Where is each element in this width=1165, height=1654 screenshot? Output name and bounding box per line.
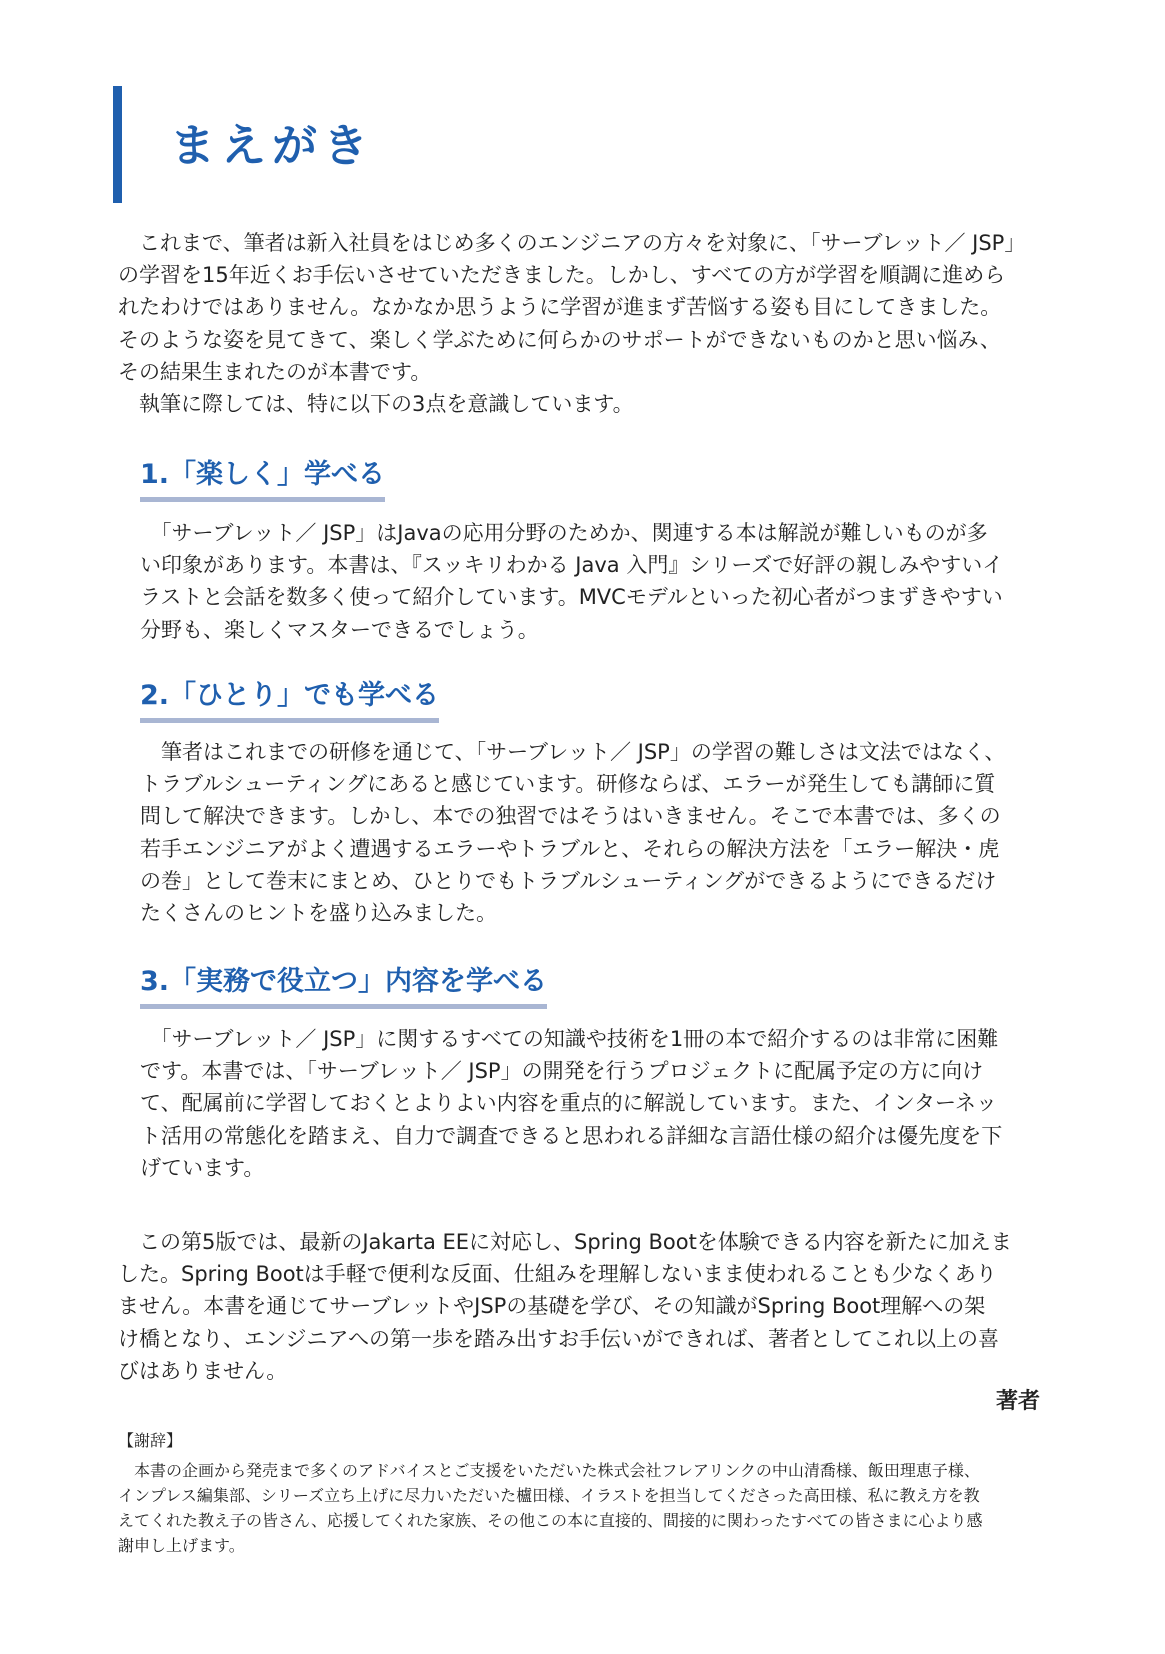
closing-line: この第5版では、最新のJakarta EEに対応し、Spring Bootを体験できる内容を新たに加えま xyxy=(118,1230,1012,1254)
title-accent-bar xyxy=(113,86,122,203)
section-3-line: げています。 xyxy=(140,1155,265,1180)
section-2-line: トラブルシューティングにあると感じています。研修ならば、エラーが発生しても講師に質 xyxy=(140,772,996,797)
section-3-body xyxy=(140,1023,1002,1184)
section-3-line: 「サーブレット／ JSP」に関するすべての知識や技術を1冊の本で紹介するのは非常に困難 xyxy=(140,1027,999,1051)
section-3-line: です。本書では、「サーブレット／ JSP」の開発を行うプロジェクトに配属予定の方に向け xyxy=(140,1059,984,1084)
intro-line: これまで、筆者は新入社員をはじめ多くのエンジニアの方々を対象に、「サーブレット／ JSP」 xyxy=(118,231,1026,255)
acknowledgment-line: 謝申し上げます。 xyxy=(118,1536,245,1555)
section-1-body xyxy=(140,517,1003,646)
acknowledgment-line: 本書の企画から発売まで多くのアドバイスとご支援をいただいた株式会社フレアリンクの中山清喬様、飯田理恵子様、 xyxy=(118,1461,980,1480)
intro-line: れたわけではありません。なかなか思うように学習が進まず苦悩する姿も目にしてきました。 xyxy=(118,295,1002,320)
closing-line: した。Spring Bootは手軽で便利な反面、仕組みを理解しないまま使われることも少なくあり xyxy=(118,1262,997,1287)
acknowledgment-heading: 【謝辞】 xyxy=(118,1431,183,1450)
section-2-line: 問して解決できます。しかし、本での独習ではそうはいきません。そこで本書では、多くの xyxy=(140,804,1001,829)
closing-line: びはありません。 xyxy=(118,1358,288,1383)
intro-paragraph xyxy=(118,227,1025,420)
acknowledgment-body xyxy=(118,1458,982,1558)
intro-line: の学習を15年近くお手伝いさせていただきました。しかし、すべての方が学習を順調に進めら xyxy=(118,263,1006,288)
section-3-line: て、配属前に学習しておくとよりよい内容を重点的に解説しています。また、インターネッ xyxy=(140,1091,998,1116)
intro-line: その結果生まれたのが本書です。 xyxy=(118,359,432,384)
section-1-line: ラストと会話を数多く使って紹介しています。MVCモデルといった初心者がつまずきやすい xyxy=(140,585,1003,610)
section-2-body xyxy=(140,736,1005,929)
closing-line: け橋となり、エンジニアへの第一歩を踏み出すお手伝いができれば、著者としてこれ以上の喜 xyxy=(118,1326,1000,1351)
acknowledgment-line: えてくれた教え子の皆さん、応援してくれた家族、その他この本に直接的、間接的に関わったすべての皆さまに心より感 xyxy=(118,1511,983,1530)
closing-line: ません。本書を通じてサーブレットやJSPの基礎を学び、その知識がSpring Boot理解への架 xyxy=(118,1294,986,1319)
section-3-heading: 3.「実務で役立つ」内容を学べる xyxy=(140,962,547,1009)
author-signature: 著者 xyxy=(995,1389,1040,1414)
section-1-line: 分野も、楽しくマスターできるでしょう。 xyxy=(140,617,539,642)
closing-paragraph xyxy=(118,1226,1012,1387)
section-3-line: ト活用の常態化を踏まえ、自力で調査できると思われる詳細な言語仕様の紹介は優先度を下 xyxy=(140,1123,1003,1148)
section-1-line: い印象があります。本書は、『スッキリわかる Java 入門』シリーズで好評の親しみやすいイ xyxy=(140,553,1004,578)
page-title: まえがき xyxy=(170,119,375,172)
intro-line: そのような姿を見てきて、楽しく学ぶために何らかのサポートができないものかと思い悩み、 xyxy=(118,327,1001,352)
section-1-heading: 1.「楽しく」学べる xyxy=(140,455,385,502)
section-2-line: 若手エンジニアがよく遭遇するエラーやトラブルと、それらの解決方法を「エラー解決・虎 xyxy=(140,836,1000,861)
section-2-line: の巻」として巻末にまとめ、ひとりでもトラブルシューティングができるようにできるだけ xyxy=(140,868,997,893)
section-2-line: たくさんのヒントを盛り込みました。 xyxy=(140,900,497,925)
section-1-line: 「サーブレット／ JSP」はJavaの応用分野のためか、関連する本は解説が難しいものが多 xyxy=(140,521,988,545)
section-2-line: 筆者はこれまでの研修を通じて、「サーブレット／ JSP」の学習の難しさは文法ではなく、 xyxy=(140,740,1006,764)
section-2-heading: 2.「ひとり」でも学べる xyxy=(140,676,439,723)
acknowledgment-line: インプレス編集部、シリーズ立ち上げに尽力いただいた櫨田様、イラストを担当してくださった高田様、私に教え方を教 xyxy=(118,1486,980,1505)
intro-line: 執筆に際しては、特に以下の3点を意識しています。 xyxy=(118,391,634,416)
